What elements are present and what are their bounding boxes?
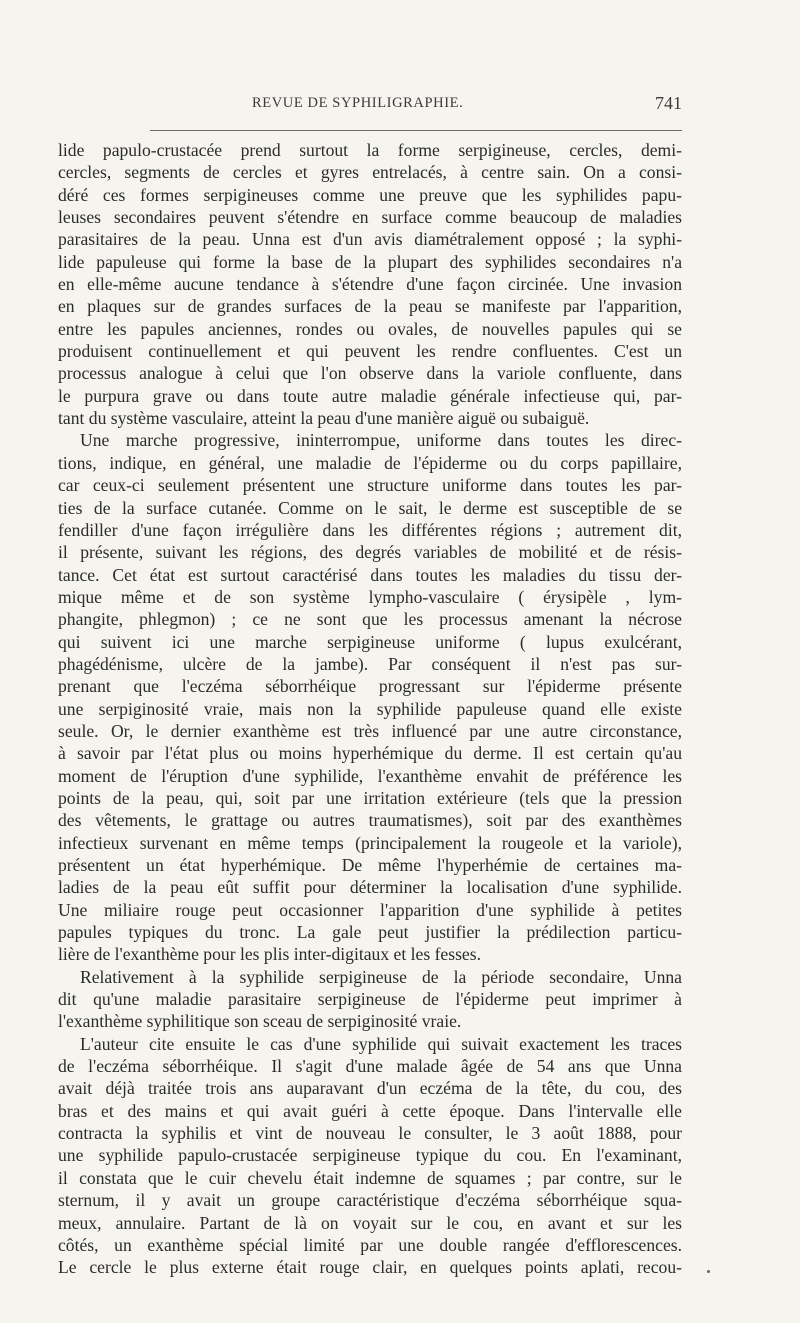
text-line: lière de l'exanthème pour les plis inter-digitaux et les fesses. xyxy=(58,944,481,965)
text-line: lide papulo-crustacée prend surtout la forme serpigineuse, cercles, demi- xyxy=(58,140,682,160)
text-line: en elle-même aucune tendance à s'étendre d'une façon circinée. Une invasion xyxy=(58,274,682,295)
text-line: produisent continuellement et qui peuvent les rendre confluentes. C'est un xyxy=(58,341,682,362)
text-line: l'exanthème syphilitique son sceau de serpiginosité vraie. xyxy=(58,1011,462,1032)
text-line: à savoir par l'état plus ou moins hyperhémique du derme. Il est certain qu'au xyxy=(58,743,682,764)
text-line: parasitaires de la peau. Unna est d'un avis diamétralement opposé ; la syphi- xyxy=(58,229,682,250)
text-line: infectieux survenant en même temps (principalement la rougeole et la variole), xyxy=(58,832,682,853)
text-line: présentent un état hyperhémique. De même l'hyperhémie de certaines ma- xyxy=(58,855,682,875)
text-line: sternum, il y avait un groupe caractéristique d'eczéma séborrhéique squa- xyxy=(58,1190,682,1211)
text-line: mique même et de son système lympho-vasculaire ( érysipèle , lym- xyxy=(58,586,682,607)
text-line: des vêtements, le grattage ou autres traumatismes), soit par des exanthèmes xyxy=(58,810,682,831)
text-line: il présente, suivant les régions, des degrés variables de mobilité et de résis- xyxy=(58,542,682,563)
text-line: qui suivent ici une marche serpigineuse uniforme ( lupus exulcérant, xyxy=(58,631,682,652)
text-line: tions, indique, en général, une maladie de l'épiderme ou du corps papillaire, xyxy=(58,452,682,473)
text-line: prenant que l'eczéma séborrhéique progressant sur l'épiderme présente xyxy=(58,676,682,697)
text-line: avait déjà traitée trois ans auparavant d'un eczéma de la tête, du cou, des xyxy=(58,1078,682,1099)
text-line: Le cercle le plus externe était rouge clair, en quelques points aplati, recou- xyxy=(58,1257,682,1278)
text-line: seule. Or, le dernier exanthème est très influencé par une autre circonstance, xyxy=(58,720,682,741)
text-line: ladies de la peau eût suffit pour déterminer la localisation d'une syphilide. xyxy=(58,877,682,898)
text-line: tance. Cet état est surtout caractérisé dans toutes les maladies du tissu der- xyxy=(58,564,682,585)
text-line: ties de la surface cutanée. Comme on le sait, le derme est susceptible de se xyxy=(58,497,682,518)
text-line: phangite, phlegmon) ; ce ne sont que les processus amenant la nécrose xyxy=(58,609,682,630)
text-line: leuses secondaires peuvent s'étendre en surface comme beaucoup de maladies xyxy=(58,207,682,228)
text-line: le purpura grave ou dans toute autre maladie générale infectieuse qui, par- xyxy=(58,385,682,406)
page-header xyxy=(60,95,680,125)
page-speck xyxy=(707,1270,710,1273)
text-line: de l'eczéma séborrhéique. Il s'agit d'une malade âgée de 54 ans que Unna xyxy=(58,1056,682,1077)
text-line: entre les papules anciennes, rondes ou ovales, de nouvelles papules qui se xyxy=(58,318,682,339)
text-line: une syphilide papulo-crustacée serpigineuse typique du cou. En l'examinant, xyxy=(58,1145,682,1166)
text-line: processus analogue à celui que l'on observe dans la variole confluente, dans xyxy=(58,363,682,384)
text-line: lide papuleuse qui forme la base de la plupart des syphilides secondaires n'a xyxy=(58,251,682,272)
text-line: points de la peau, qui, soit par une irritation extérieure (tels que la pression xyxy=(58,787,682,808)
text-line: car ceux-ci seulement présentent une structure uniforme dans toutes les par- xyxy=(58,475,682,496)
text-line: une serpiginosité vraie, mais non la syphilide papuleuse quand elle existe xyxy=(58,698,682,719)
text-line: cercles, segments de cercles et gyres entrelacés, à centre sain. On a consi- xyxy=(58,162,682,183)
text-line: il constata que le cuir chevelu était indemne de squames ; par contre, sur le xyxy=(58,1167,682,1188)
text-line: fendiller d'une façon irrégulière dans les différentes régions ; autrement dit, xyxy=(58,519,682,540)
body-text xyxy=(58,139,682,1279)
text-line: Relativement à la syphilide serpigineuse de la période secondaire, Unna xyxy=(80,966,682,987)
text-line: Une marche progressive, ininterrompue, uniforme dans toutes les direc- xyxy=(80,430,682,451)
text-line: Une miliaire rouge peut occasionner l'apparition d'une syphilide à petites xyxy=(58,899,682,920)
text-line: L'auteur cite ensuite le cas d'une syphilide qui suivait exactement les traces xyxy=(80,1033,682,1054)
text-line: dit qu'une maladie parasitaire serpigineuse de l'épiderme peut imprimer à xyxy=(58,989,682,1010)
header-rule xyxy=(150,130,682,131)
running-title: REVUE DE SYPHILIGRAPHIE. xyxy=(252,95,464,111)
text-line: bras et des mains et qui avait guéri à cette époque. Dans l'intervalle elle xyxy=(58,1100,682,1121)
text-line: papules typiques du tronc. La gale peut justifier la prédilection particu- xyxy=(58,922,682,943)
text-line: en plaques sur de grandes surfaces de la peau se manifeste par l'apparition, xyxy=(58,296,682,317)
page-number: 741 xyxy=(655,93,682,113)
text-line: moment de l'éruption d'une syphilide, l'exanthème envahit de préférence les xyxy=(58,765,682,786)
text-line: côtés, un exanthème spécial limité par une double rangée d'efflorescences. xyxy=(58,1234,682,1255)
text-line: phagédénisme, ulcère de la jambe). Par conséquent il n'est pas sur- xyxy=(58,653,682,674)
text-line: tant du système vasculaire, atteint la peau d'une manière aiguë ou subaiguë. xyxy=(58,408,590,429)
text-line: déré ces formes serpigineuses comme une preuve que les syphilides papu- xyxy=(58,184,682,205)
text-line: contracta la syphilis et vint de nouveau le consulter, le 3 août 1888, pour xyxy=(58,1123,682,1144)
text-line: meux, annulaire. Partant de là on voyait sur le cou, en avant et sur les xyxy=(58,1212,682,1233)
